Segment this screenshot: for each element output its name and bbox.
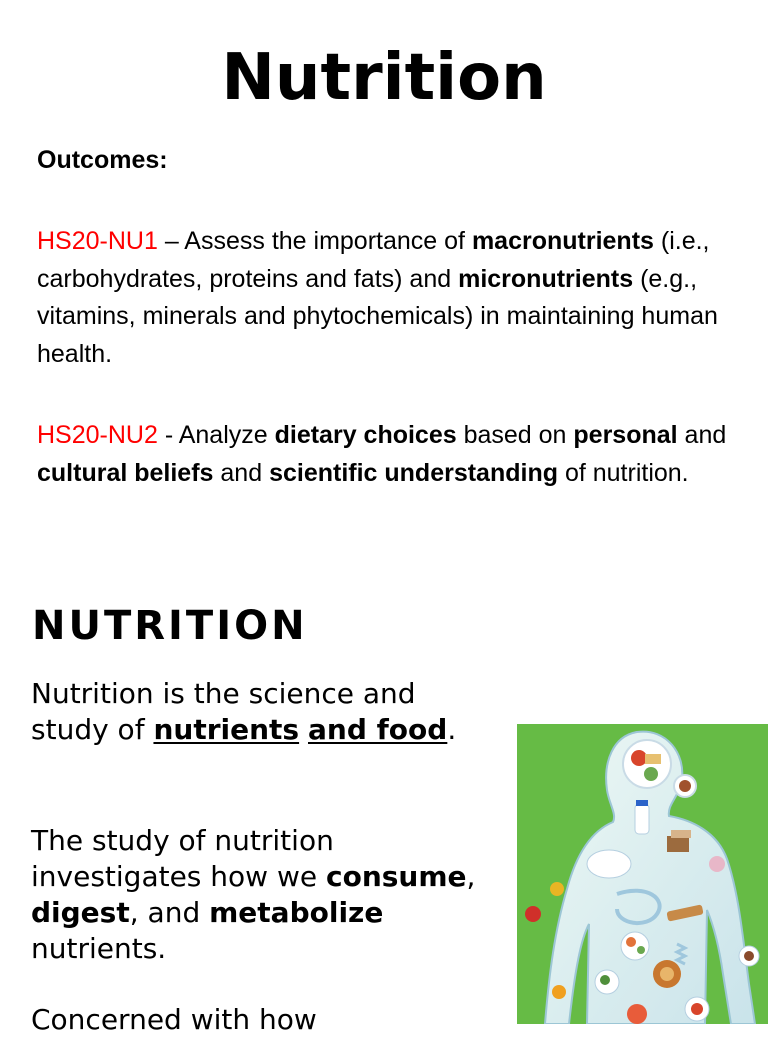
keyword: metabolize	[209, 896, 384, 929]
paragraph-text: .	[447, 713, 457, 746]
outcome-code: HS20-NU1	[37, 227, 158, 255]
outcome-keyword: scientific understanding	[269, 458, 558, 487]
outcome-text: based on	[456, 421, 574, 449]
outcome-text: and	[677, 421, 727, 449]
outcome-keyword: dietary choices	[274, 421, 457, 449]
underlined-term: nutrients	[153, 713, 300, 746]
outcome-keyword: cultural beliefs	[37, 458, 214, 487]
study-paragraph	[31, 823, 501, 967]
outcome-text: (e.g., vitamins, minerals and phytochemicals) in maintaining human health.	[37, 264, 718, 368]
section-heading: NUTRITION	[32, 603, 308, 649]
keyword: digest	[31, 896, 130, 929]
paragraph-text: Concerned with how	[31, 1003, 317, 1036]
paragraph-text: nutrients.	[31, 932, 167, 965]
definition-paragraph	[31, 676, 501, 748]
outcome-text: (i.e., carbohydrates, proteins and fats) and	[37, 227, 710, 293]
nutrition-body-illustration	[517, 724, 768, 1024]
paragraph-text: , and	[129, 896, 210, 929]
underlined-term: and food	[308, 713, 448, 746]
paragraph-text: Nutrition is the science and study of	[31, 677, 416, 746]
outcome-keyword: macronutrients	[471, 227, 654, 255]
outcome-text: – Assess the importance of	[157, 227, 472, 255]
page-title: Nutrition	[221, 41, 547, 115]
outcome-nu1	[37, 223, 747, 373]
outcome-text: - Analyze	[157, 421, 275, 449]
outcome-keyword: micronutrients	[458, 264, 634, 293]
outcome-keyword: personal	[573, 421, 678, 449]
outcome-text: of nutrition.	[558, 458, 689, 487]
paragraph-text	[299, 713, 308, 746]
concerned-paragraph	[31, 1002, 501, 1038]
outcome-nu2	[37, 417, 747, 492]
paragraph-text: The study of nutrition investigates how we	[31, 824, 334, 893]
outcome-code: HS20-NU2	[37, 421, 158, 449]
outcome-text: and	[213, 458, 270, 487]
keyword: consume	[326, 860, 467, 893]
human-body-food-icon	[517, 724, 768, 1024]
outcomes-label: Outcomes:	[37, 146, 168, 174]
paragraph-text: ,	[466, 860, 476, 893]
